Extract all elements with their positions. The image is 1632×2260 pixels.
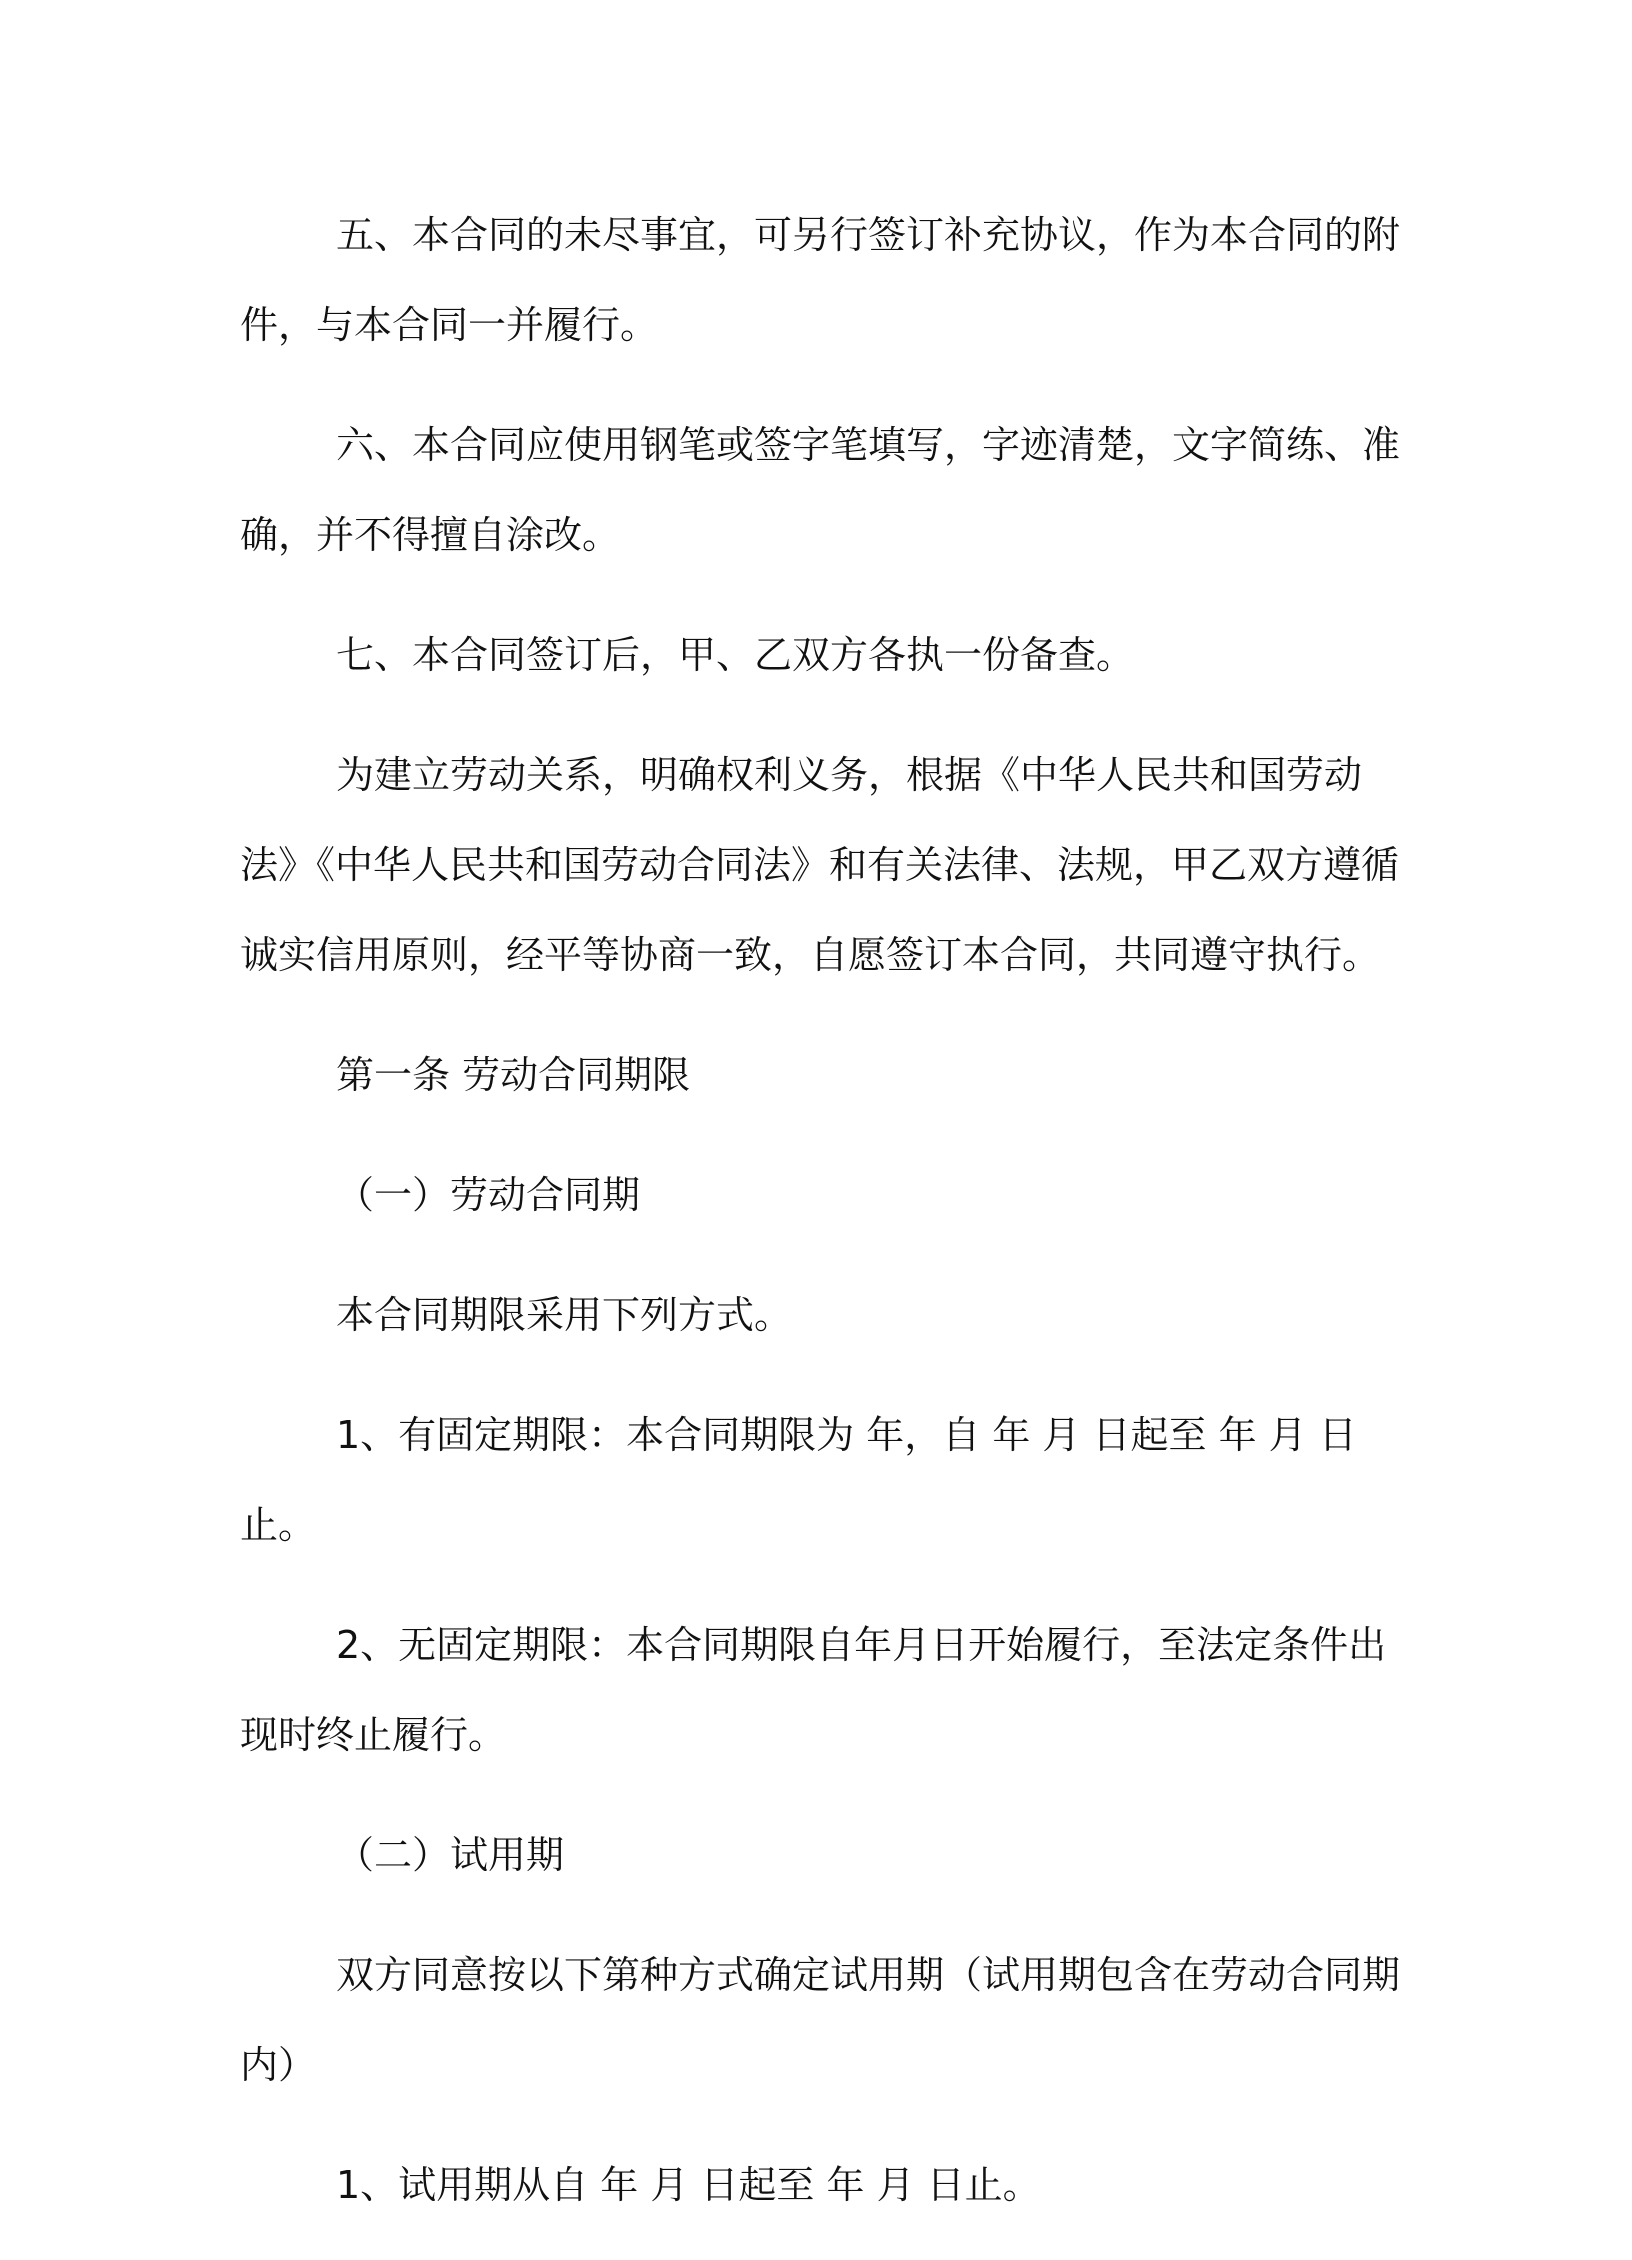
paragraph-probation-method: 双方同意按以下第种方式确定试用期（试用期包含在劳动合同期内） (240, 1953, 1401, 2087)
paragraph-clause-7: 七、本合同签订后，甲、乙双方各执一份备查。 (336, 633, 1135, 677)
article-1-heading: 第一条 劳动合同期限 (336, 1053, 691, 1097)
paragraph-term-method: 本合同期限采用下列方式。 (336, 1293, 793, 1337)
paragraph-probation-dates: 1、试用期从自 年 月 日起至 年 月 日止。 (336, 2163, 1041, 2207)
paragraph-open-term: 2、无固定期限：本合同期限自年月日开始履行，至法定条件出现时终止履行。 (240, 1623, 1387, 1757)
paragraph-fixed-term: 1、有固定期限：本合同期限为 年，自 年 月 日起至 年 月 日止。 (240, 1413, 1357, 1547)
document-body (240, 190, 1400, 2260)
paragraph-clause-5: 五、本合同的未尽事宜，可另行签订补充协议，作为本合同的附件，与本合同一并履行。 (240, 213, 1401, 347)
paragraph-clause-6: 六、本合同应使用钢笔或签字笔填写，字迹清楚，文字简练、准确，并不得擅自涂改。 (240, 423, 1401, 557)
section-2-heading: （二）试用期 (336, 1833, 565, 1877)
paragraph-preamble: 为建立劳动关系，明确权利义务，根据《中华人民共和国劳动法》《中华人民共和国劳动合同法》和有关法律、法规，甲乙双方遵循诚实信用原则，经平等协商一致，自愿签订本合同，共同遵守执行。 (240, 753, 1400, 977)
section-1-heading: （一）劳动合同期 (336, 1173, 641, 1217)
